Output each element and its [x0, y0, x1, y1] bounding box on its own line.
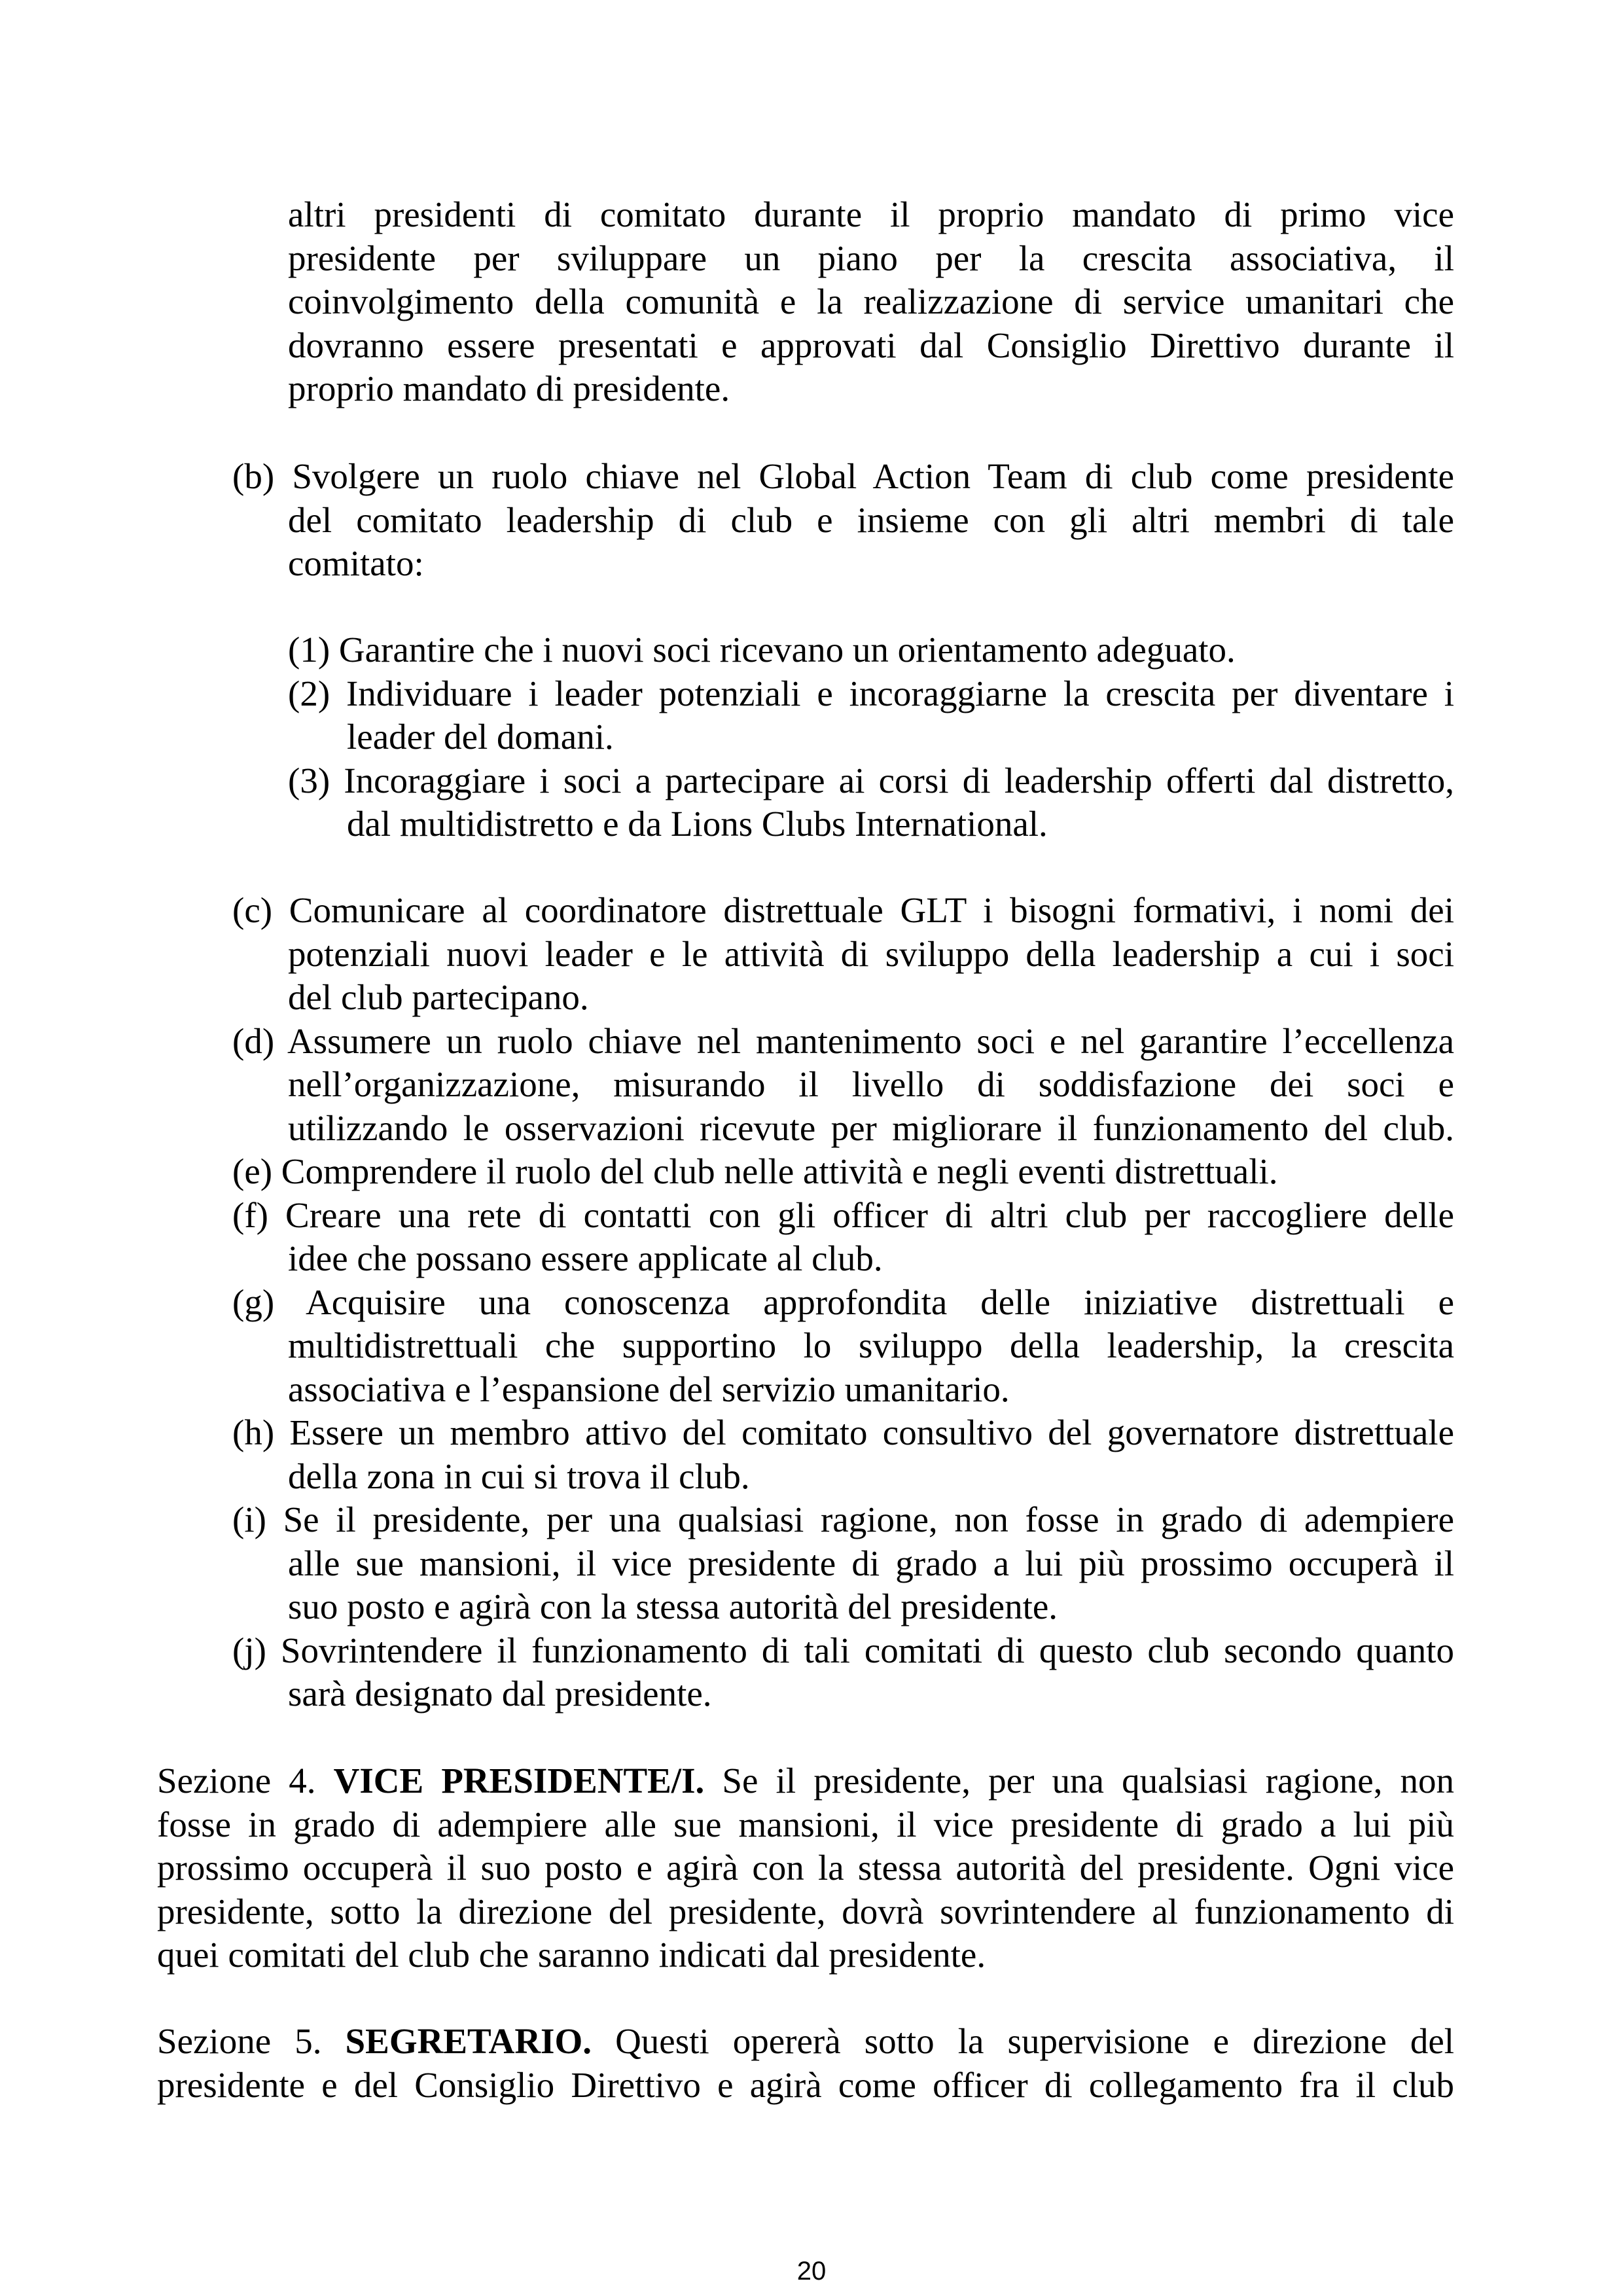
text-line: della zona in cui si trova il club. — [288, 1456, 750, 1496]
text-line: leader del domani. — [347, 717, 614, 757]
sub-list-item: (3) Incoraggiare i soci a partecipare ai corsi di leadership offerti dal distretto, — [288, 760, 1454, 800]
text-line: fosse in grado di adempiere alle sue mansioni, il vice presidente di grado a lui più — [157, 1804, 1454, 1844]
text-line: dal multidistretto e da Lions Clubs International. — [347, 804, 1048, 844]
text-line: del club partecipano. — [288, 977, 589, 1017]
list-item: (d) Assumere un ruolo chiave nel mantenimento soci e nel garantire l’eccellenza — [232, 1020, 1454, 1061]
list-item: (j) Sovrintendere il funzionamento di tali comitati di questo club secondo quanto — [232, 1630, 1454, 1670]
section-4 — [157, 1759, 1454, 1977]
intro-paragraph — [288, 193, 1454, 411]
page-number: 20 — [796, 2257, 827, 2286]
text-line: alle sue mansioni, il vice presidente di grado a lui più prossimo occuperà il — [288, 1543, 1454, 1583]
list-item: (f) Creare una rete di contatti con gli officer di altri club per raccogliere delle — [232, 1194, 1454, 1235]
text-line: idee che possano essere applicate al club. — [288, 1238, 883, 1278]
text-line: sarà designato dal presidente. — [288, 1674, 712, 1713]
section-text: Se il presidente, per una qualsiasi ragione, non — [722, 1761, 1455, 1801]
text-line: presidente e del Consiglio Direttivo e agirà come officer di collegamento fra il club — [157, 2064, 1454, 2105]
text-line: proprio mandato di presidente. — [288, 368, 730, 408]
sub-list-item: (1) Garantire che i nuovi soci ricevano un orientamento adeguato. — [288, 630, 1236, 670]
text-line: potenziali nuovi leader e le attività di sviluppo della leadership a cui i soci — [288, 933, 1454, 974]
text-line: utilizzando le osservazioni ricevute per migliorare il funzionamento del club. — [288, 1107, 1454, 1148]
text-line: comitato: — [288, 543, 424, 583]
section-text: Questi opererà sotto la supervisione e direzione del — [615, 2021, 1455, 2061]
list-item: (i) Se il presidente, per una qualsiasi ragione, non fosse in grado di adempiere — [232, 1499, 1454, 1539]
text-line: prossimo occuperà il suo posto e agirà con la stessa autorità del presidente. Ogni vice — [157, 1848, 1454, 1888]
text-line: suo posto e agirà con la stessa autorità del presidente. — [288, 1587, 1058, 1626]
text-line: altri presidenti di comitato durante il proprio mandato di primo vice — [288, 194, 1454, 234]
text-line: quei comitati del club che saranno indicati dal presidente. — [157, 1935, 986, 1975]
list-items-c-j — [232, 889, 1454, 1716]
sub-list-item: (2) Individuare i leader potenziali e incoraggiarne la crescita per diventare i — [288, 673, 1454, 713]
text-line: dovranno essere presentati e approvati dal Consiglio Direttivo durante il — [288, 325, 1454, 365]
list-item: (c) Comunicare al coordinatore distrettuale GLT i bisogni formativi, i nomi dei — [232, 890, 1454, 930]
list-item-b — [232, 455, 1454, 586]
text-line: (b) Svolgere un ruolo chiave nel Global Action Team di club come presidente — [232, 456, 1454, 496]
text-line: presidente per sviluppare un piano per la crescita associativa, il — [288, 238, 1454, 278]
section-heading-line — [157, 1759, 1454, 1803]
text-line: multidistrettuali che supportino lo sviluppo della leadership, la crescita — [288, 1325, 1454, 1365]
section-label: Sezione 4. — [157, 1761, 316, 1801]
list-item: (g) Acquisire una conoscenza approfondita delle iniziative distrettuali e — [232, 1282, 1454, 1322]
section-heading-line — [157, 2020, 1454, 2064]
section-title: SEGRETARIO. — [345, 2021, 592, 2061]
text-line: del comitato leadership di club e insieme con gli altri membri di tale — [288, 499, 1454, 540]
list-item: (h) Essere un membro attivo del comitato consultivo del governatore distrettuale — [232, 1412, 1454, 1452]
text-line: associativa e l’espansione del servizio umanitario. — [288, 1369, 1010, 1409]
section-title: VICE PRESIDENTE/I. — [333, 1761, 705, 1801]
section-label: Sezione 5. — [157, 2021, 322, 2061]
text-line: nell’organizzazione, misurando il livello di soddisfazione dei soci e — [288, 1064, 1454, 1104]
text-line: coinvolgimento della comunità e la realizzazione di service umanitari che — [288, 281, 1454, 321]
sub-list — [288, 628, 1454, 846]
section-5 — [157, 2020, 1454, 2107]
list-item: (e) Comprendere il ruolo del club nelle attività e negli eventi distrettuali. — [232, 1151, 1278, 1191]
text-line: presidente, sotto la direzione del presidente, dovrà sovrintendere al funzionamento di — [157, 1891, 1454, 1931]
